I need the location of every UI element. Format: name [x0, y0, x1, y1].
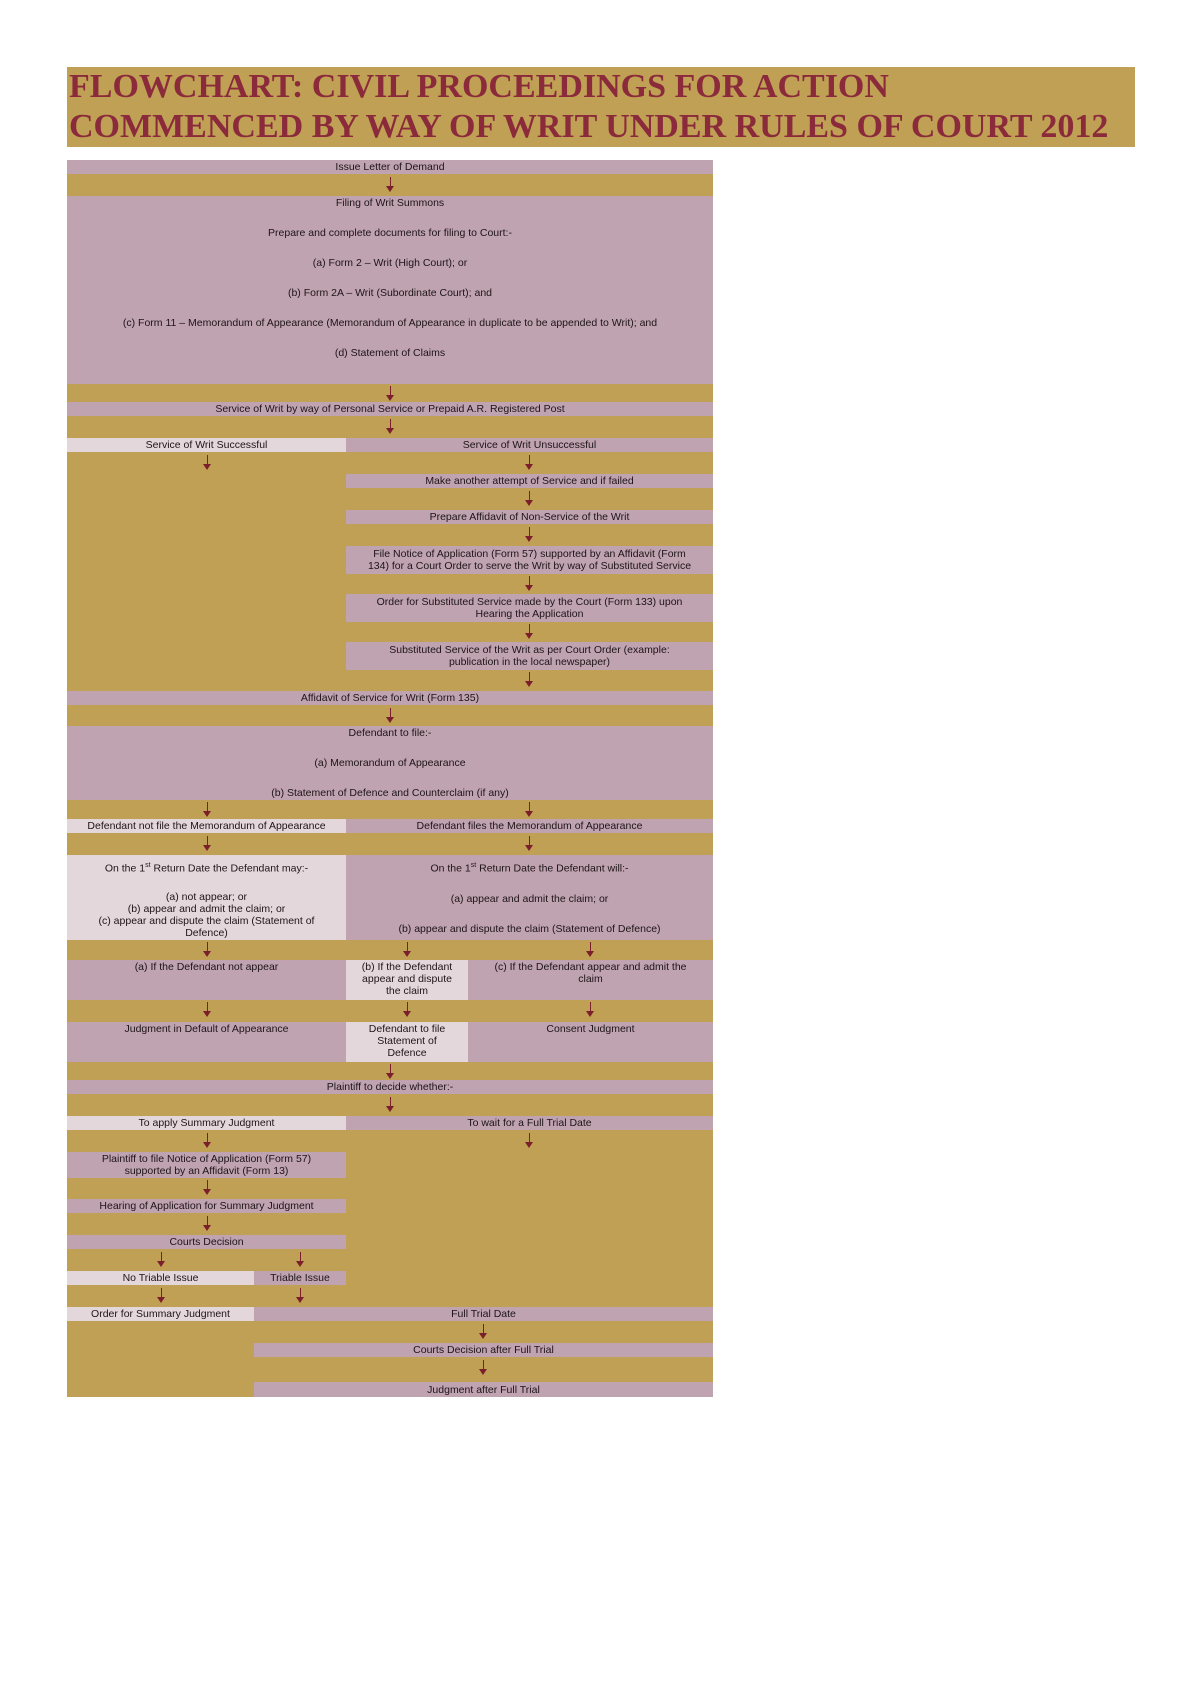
right-return-date-heading: On the 1st Return Date the Defendant will:- — [430, 862, 629, 875]
triable-box — [254, 1271, 346, 1285]
service-unsuccess-box — [346, 438, 713, 452]
judgment-trial-box — [254, 1382, 713, 1397]
issue-letter-box — [67, 160, 713, 174]
statement-claims-text: (d) Statement of Claims — [334, 347, 446, 359]
case-b-line3: the claim — [385, 985, 428, 997]
def-statement-line1: Defendant to file — [368, 1023, 446, 1035]
wait-trial-text: To wait for a Full Trial Date — [467, 1117, 592, 1129]
order-substituted-line2: Hearing the Application — [475, 608, 584, 620]
def-statement-box — [346, 1022, 468, 1062]
notice-application-line2: 134) for a Court Order to serve the Writ by way of Substituted Service — [367, 560, 692, 572]
prepare-docs-text: Prepare and complete documents for filing to Court:- — [268, 227, 512, 239]
filing-writ-box — [67, 196, 713, 384]
service-writ-text: Service of Writ by way of Personal Service or Prepaid A.R. Registered Post — [215, 403, 565, 415]
issue-letter-text: Issue Letter of Demand — [335, 161, 445, 173]
left-return-date-box — [67, 855, 346, 940]
plaintiff-notice-line1: Plaintiff to file Notice of Application (Form 57) — [101, 1153, 312, 1165]
left-option-a: (a) not appear; or — [165, 890, 248, 903]
judgment-trial-text: Judgment after Full Trial — [427, 1383, 540, 1396]
right-option-a: (a) appear and admit the claim; or — [450, 892, 609, 905]
case-c-line1: (c) If the Defendant appear and admit the — [494, 961, 687, 973]
right-return-date-box — [346, 855, 713, 940]
hearing-summary-text: Hearing of Application for Summary Judgment — [99, 1200, 314, 1212]
defendant-file-heading: Defendant to file:- — [348, 727, 432, 739]
triable-text: Triable Issue — [270, 1272, 330, 1284]
hearing-summary-box — [67, 1199, 346, 1213]
affidavit-service-box — [67, 691, 713, 705]
def-not-file-box — [67, 819, 346, 833]
consent-judgment-text: Consent Judgment — [546, 1023, 635, 1035]
courts-decision-trial-box — [254, 1343, 713, 1357]
case-c-box — [468, 960, 713, 1000]
plaintiff-notice-line2: supported by an Affidavit (Form 13) — [124, 1165, 289, 1177]
form2-text: (a) Form 2 – Writ (High Court); or — [312, 257, 468, 269]
service-unsuccess-text: Service of Writ Unsuccessful — [462, 439, 597, 451]
affidavit-nonservice-box — [346, 510, 713, 524]
courts-decision-text: Courts Decision — [169, 1236, 244, 1248]
left-option-c-line1: (c) appear and dispute the claim (Statement of — [98, 914, 315, 927]
def-statement-line3: Defence — [387, 1047, 427, 1059]
case-a-text: (a) If the Defendant not appear — [134, 961, 279, 973]
memo-appearance-text: (a) Memorandum of Appearance — [314, 757, 466, 769]
wait-trial-box — [346, 1116, 713, 1130]
case-b-line1: (b) If the Defendant — [361, 961, 453, 973]
flowchart — [67, 160, 713, 1397]
consent-judgment-box — [468, 1022, 713, 1062]
order-summary-text: Order for Summary Judgment — [91, 1308, 230, 1320]
no-triable-box — [67, 1271, 254, 1285]
page-title: FLOWCHART: CIVIL PROCEEDINGS FOR ACTION COMMENCED BY WAY OF WRIT UNDER RULES OF COURT 2012 — [69, 68, 1109, 145]
case-c-line2: claim — [578, 973, 603, 985]
def-files-text: Defendant files the Memorandum of Appearance — [416, 820, 643, 832]
apply-summary-text: To apply Summary Judgment — [138, 1117, 275, 1129]
service-writ-box — [67, 402, 713, 416]
plaintiff-decide-box — [67, 1080, 713, 1094]
case-b-line2: appear and dispute — [362, 973, 452, 985]
right-option-b: (b) appear and dispute the claim (Statement of Defence) — [398, 922, 661, 935]
full-trial-date-box — [254, 1307, 713, 1321]
def-files-box — [346, 819, 713, 833]
defendant-file-box — [67, 726, 713, 800]
affidavit-nonservice-text: Prepare Affidavit of Non-Service of the Writ — [429, 511, 630, 523]
left-option-b: (b) appear and admit the claim; or — [127, 902, 286, 915]
courts-decision-trial-text: Courts Decision after Full Trial — [413, 1344, 554, 1356]
another-attempt-text: Make another attempt of Service and if failed — [425, 475, 634, 487]
form11-text: (c) Form 11 – Memorandum of Appearance (Memorandum of Appearance in duplicate to be appended to Writ); and — [122, 317, 658, 329]
statement-defence-cc-text: (b) Statement of Defence and Counterclaim (if any) — [271, 787, 509, 799]
form2a-text: (b) Form 2A – Writ (Subordinate Court); and — [287, 287, 493, 299]
substituted-service-box — [346, 642, 713, 670]
order-summary-box — [67, 1307, 254, 1321]
def-statement-line2: Statement of — [377, 1035, 437, 1047]
affidavit-service-text: Affidavit of Service for Writ (Form 135) — [300, 692, 480, 704]
order-substituted-box — [346, 594, 713, 622]
left-return-date-heading: On the 1st Return Date the Defendant may:- — [104, 862, 309, 875]
case-b-box — [346, 960, 468, 1000]
no-triable-text: No Triable Issue — [122, 1272, 199, 1284]
substituted-service-line2: publication in the local newspaper) — [448, 656, 611, 668]
left-option-c-line2: Defence) — [185, 926, 228, 939]
courts-decision-box — [67, 1235, 346, 1249]
notice-application-line1: File Notice of Application (Form 57) supported by an Affidavit (Form — [373, 548, 686, 560]
filing-writ-heading: Filing of Writ Summons — [335, 197, 445, 209]
order-substituted-line1: Order for Substituted Service made by the Court (Form 133) upon — [376, 596, 683, 608]
service-success-text: Service of Writ Successful — [145, 439, 268, 451]
case-a-box — [67, 960, 346, 1000]
another-attempt-box — [346, 474, 713, 488]
judgment-default-text: Judgment in Default of Appearance — [124, 1023, 289, 1035]
apply-summary-box — [67, 1116, 346, 1130]
full-trial-date-text: Full Trial Date — [451, 1308, 516, 1320]
plaintiff-decide-text: Plaintiff to decide whether:- — [326, 1081, 454, 1093]
substituted-service-line1: Substituted Service of the Writ as per Court Order (example: — [389, 644, 670, 656]
plaintiff-notice-box — [67, 1152, 346, 1178]
def-not-file-text: Defendant not file the Memorandum of Appearance — [87, 820, 326, 832]
judgment-default-box — [67, 1022, 346, 1062]
title-banner — [67, 67, 1135, 147]
notice-application-box — [346, 546, 713, 574]
service-success-box — [67, 438, 346, 452]
